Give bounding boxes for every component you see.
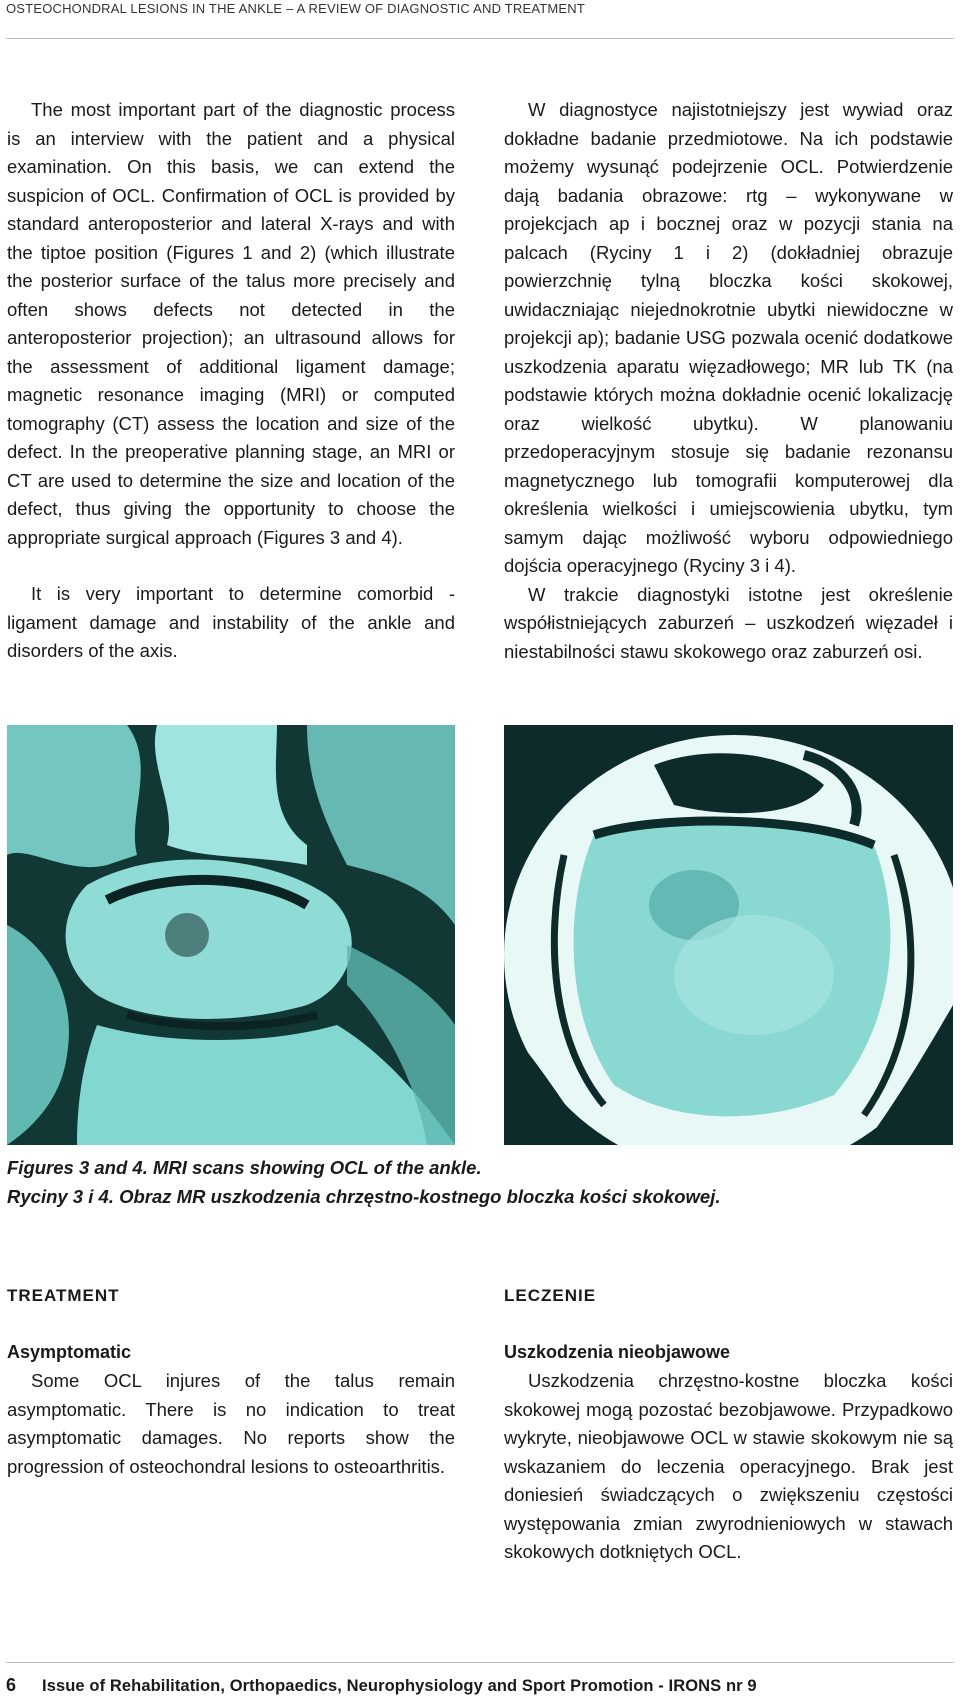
polish-paragraph-diagnosis: W diagnostyce najistotniejszy jest wywiad oraz dokładne badanie przedmiotowe. Na ich podstawie możemy wysunąć podejrzenie OCL. Potwierdzenie dają badania obrazowe: rtg – wykonywane w projekcjach ap i bocznej oraz w pozycji stania na palcach (Ryciny 1 i 2) (dokładniej obrazuje powierzchnię tylną bloczka kości skokowej, uwidaczniając niejednokrotnie ubytki niewidoczne w projekcji ap); badanie USG pozwala ocenić dodatkowe uszkodzenia aparatu więzadłowego; MR lub TK (na podstawie których można dokładnie ocenić lokalizację oraz wielkość ubytku). W planowaniu przedoperacyjnym stosuje się badanie rezonansu magnetycznego lub tomografii komputerowej dla określenia wielkości i umiejscowienia ubytku, tym samym dając możliwość wyboru odpowiedniego dojścia operacyjnego (Ryciny 3 i 4). xyxy=(504,99,953,576)
polish-paragraph-comorbid: W trakcie diagnostyki istotne jest określenie współistniejących zaburzeń – uszkodzeń więzadeł i niestabilności stawu skokowego oraz zaburzeń osi. xyxy=(504,583,953,662)
polish-text-column xyxy=(504,96,953,666)
english-treatment-paragraph: Some OCL injures of the talus remain asymptomatic. There is no indication to treat asymptomatic damages. No reports show the progression of osteochondral lesions to osteoarthritis. xyxy=(7,1370,455,1477)
page-footer xyxy=(6,1662,954,1696)
figure-4-mri-coronal xyxy=(504,725,953,1145)
english-text-column xyxy=(7,96,455,666)
subheading-asymptomatic: Asymptomatic xyxy=(7,1342,132,1362)
running-header: OSTEOCHONDRAL LESIONS IN THE ANKLE – A REVIEW OF DIAGNOSTIC AND TREATMENT xyxy=(6,0,954,39)
journal-name: Issue of Rehabilitation, Orthopaedics, Neurophysiology and Sport Promotion - IRONS nr 9 xyxy=(42,1677,757,1695)
figure-caption-polish: Ryciny 3 i 4. Obraz MR uszkodzenia chrzęstno-kostnego bloczka kości skokowej. xyxy=(7,1186,721,1207)
polish-treatment-paragraph: Uszkodzenia chrzęstno-kostne bloczka kości skokowej mogą pozostać bezobjawowe. Przypadkowo wykryte, nieobjawowe OCL w stawie skokowym nie są wskazaniem do leczenia operacyjnego. Brak jest doniesień świadczących o zwiększeniu częstości występowania zmian zwyrodnieniowych w stawach skokowych dotkniętych OCL. xyxy=(504,1370,953,1562)
english-paragraph-diagnosis: The most important part of the diagnostic process is an interview with the patient and a physical examination. On this basis, we can extend the suspicion of OCL. Confirmation of OCL is provided by standard anteroposterior and lateral X-rays and with the tiptoe position (Figures 1 and 2) (which illustrate the posterior surface of the talus more precisely and often shows defects not detected in the anteroposterior projection); an ultrasound allows for the assessment of additional ligament damage; magnetic resonance imaging (MRI) or computed tomography (CT) assess the location and size of the defect. In the preoperative planning stage, an MRI or CT are used to determine the size and location of the defect, thus giving the opportunity to choose the appropriate surgical approach (Figures 3 and 4). xyxy=(7,99,455,548)
figure-3-mri-sagittal xyxy=(7,725,455,1145)
figure-caption-english: Figures 3 and 4. MRI scans showing OCL of the ankle. xyxy=(7,1157,482,1178)
english-paragraph-comorbid: It is very important to determine comorbid - ligament damage and instability of the ankle and disorders of the axis. xyxy=(7,583,455,661)
english-treatment-column xyxy=(7,1367,455,1481)
subheading-nieobjawowe: Uszkodzenia nieobjawowe xyxy=(504,1342,731,1362)
mri-coronal-image xyxy=(504,725,953,1145)
page-number: 6 xyxy=(6,1675,17,1695)
section-heading-treatment: TREATMENT xyxy=(7,1286,120,1305)
mri-sagittal-image xyxy=(7,725,455,1145)
section-heading-leczenie: LECZENIE xyxy=(504,1286,597,1305)
polish-treatment-column xyxy=(504,1367,953,1567)
